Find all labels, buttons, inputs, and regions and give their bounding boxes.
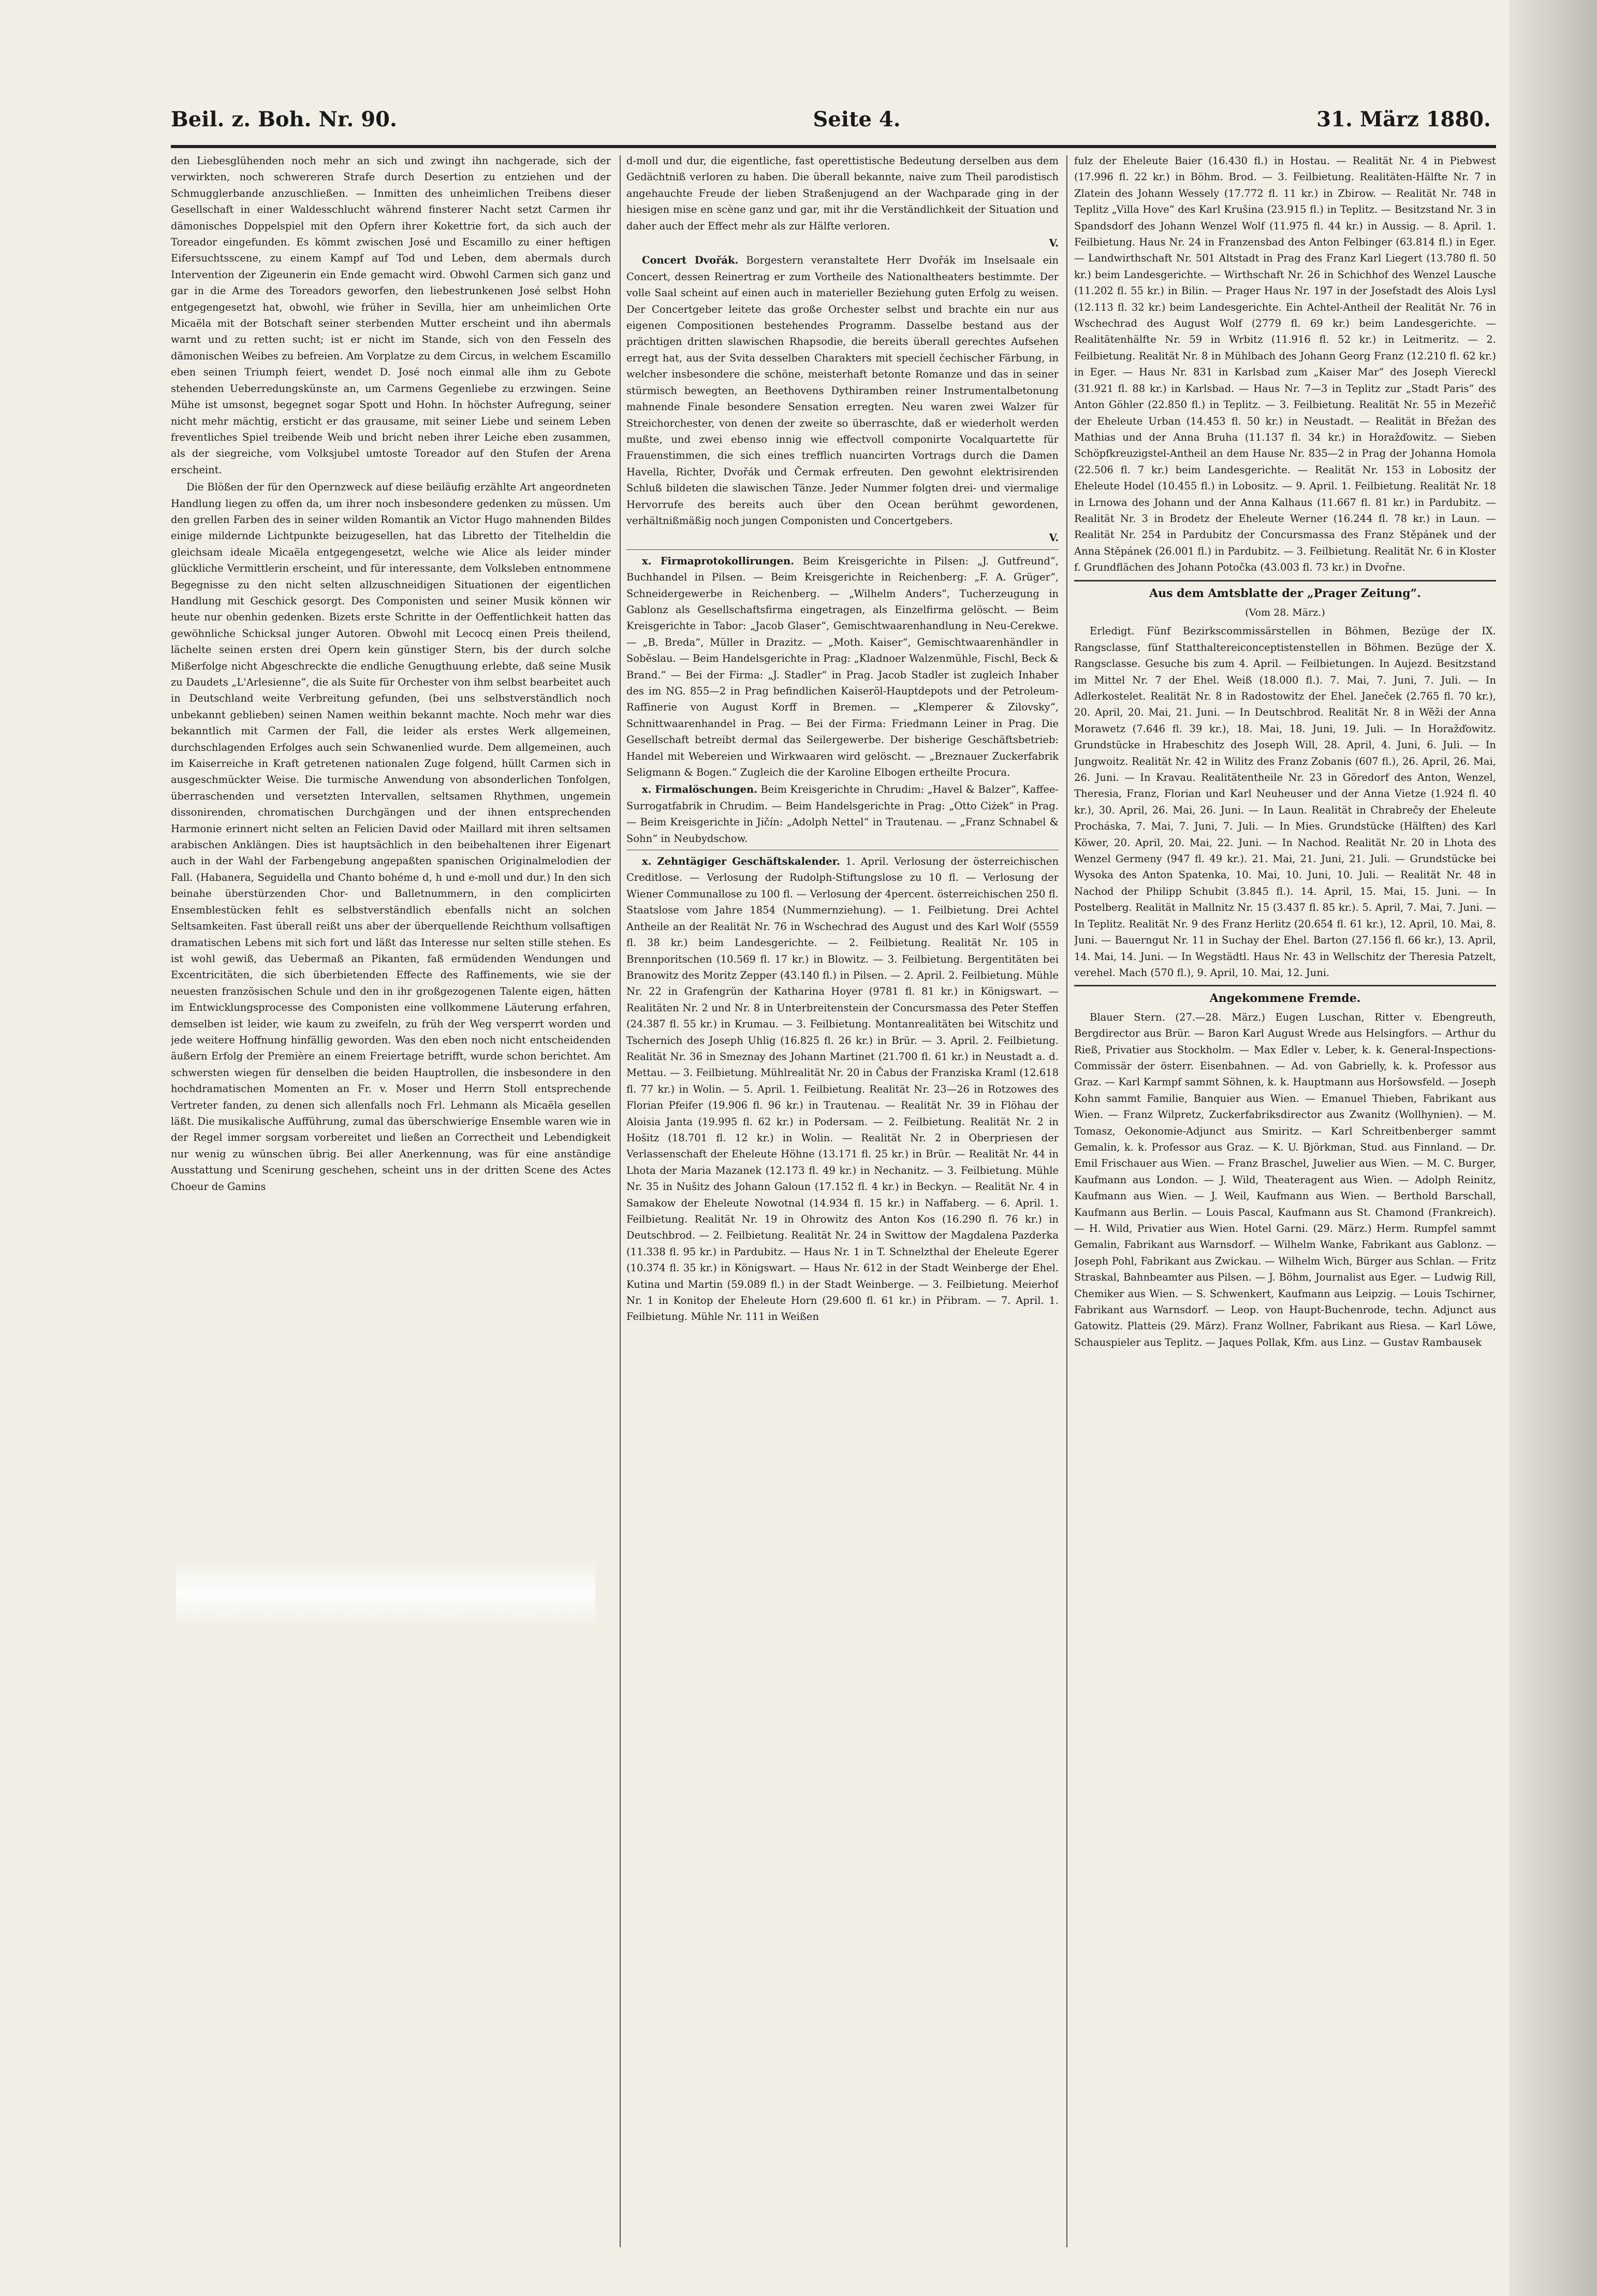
- divider: [626, 549, 1059, 550]
- column-1: [171, 153, 611, 2250]
- article-concert: [626, 252, 1059, 529]
- article-text: Blauer Stern. (27.—28. März.) Eugen Luschan, Ritter v. Ebengreuth, Bergdirector aus Brür. — Baron Karl August Wrede aus Helsingfors. — Arthur du Rieß, Privatier aus Stockholm. — Max Edler v. Leber, k. k. General-Inspections-Commissär der österr. Eisenbahnen. — Ad. von Gabrielly, k. k. Professor aus Graz. — Karl Karmpf sammt Söhnen, k. k. Hauptmann aus Horšowsfeld. — Joseph Kohn sammt Familie, Banquier aus Wien. — Emanuel Thieben, Fabrikant aus Wien. — Franz Wilpretz, Zuckerfabriksdirector aus Zwanitz (Wollhynien). — M. Tomasz, Oekonomie-Adjunct aus Smiritz. — Karl Schreitbenberger sammt Gemalin, k. k. Professor aus Graz. — K. U. Björkman, Stud. aus Finnland. — Dr. Emil Frischauer aus Wien. — Franz Braschel, Juwelier aus Wien. — M. C. Burger, Kaufmann aus London. — J. Wild, Theateragent aus Wien. — Adolph Reinitz, Kaufmann aus Wien. — J. Weil, Kaufmann aus Wien. — Berthold Barschall, Kaufmann aus Berlin. — Louis Pascal, Kaufmann aus St. Chamond (Frankreich). — H. Wild, Privatier aus Wien. Hotel Garni. (29. März.) Herm. Rumpfel sammt Gemalin, Fabrikant aus Warnsdorf. — Wilhelm Wanke, Fabrikant aus Gablonz. — Joseph Pohl, Fabrikant aus Zwickau. — Wilhelm Wich, Bürger aus Schlan. — Fritz Straskal, Bahnbeamter aus Pilsen. — J. Böhm, Journalist aus Eger. — Ludwig Rill, Chemiker aus Wien. — S. Schwenkert, Kaufmann aus Leipzig. — Louis Tschirner, Fabrikant aus Warnsdorf. — Leop. von Haupt-Buchenrode, techn. Adjunct aus Gatowitz. Platteis (29. März). Franz Wollner, Fabrikant aus Riesa. — Karl Löwe, Schauspieler aus Teplitz. — Jaques Pollak, Kfm. aus Linz. — Gustav Rambausek: [1074, 1011, 1496, 1348]
- header-date: 31. März 1880.: [1316, 107, 1491, 132]
- header-rule: [171, 145, 1496, 148]
- article-text: Erledigt. Fünf Bezirkscommissärstellen in Böhmen, Bezüge der IX. Rangsclasse, fünf Statthaltereiconceptistenstellen in Böhmen. Bezüge der X. Rangsclasse. Gesuche bis zum 4. April. — Feilbietungen. In Aujezd. Besitzstand im Mittel Nr. 7 der Ehel. Weiß (18.000 fl.). 7. Mai, 7. Juni, 7. Juli. — In Adlerkostelet. Realität Nr. 8 in Radostowitz der Ehel. Janeček (2.765 fl. 70 kr.), 20. April, 20. Mai, 21. Juni. — In Deutschbrod. Realität Nr. 8 in Wěži der Anna Morawetz (7.646 fl. 39 kr.), 18. Mai, 18. Juni, 19. Juli. — In Horažďowitz. Grundstücke in Hrabeschitz des Joseph Will, 28. April, 4. Juni, 6. Juli. — In Jungwoitz. Realität Nr. 42 in Wilitz des Franz Zobanis (607 fl.), 26. April, 26. Mai, 26. Juni. — In Kravau. Realitätentheile Nr. 23 in Göredorf des Anton, Wenzel, Theresia, Franz, Florian und Karl Neuheuser und der Anna Vietze (1.924 fl. 40 kr.), 30. April, 26. Mai, 26. Juni. — In Laun. Realität in Chrabrečy der Eheleute Procháska, 7. Mai, 7. Juni, 7. Juli. — In Mies. Grundstücke (Hälften) des Karl Köwer, 20. April, 20. Mai, 22. Juni. — In Nachod. Realität Nr. 20 in Lhota des Wenzel Germeny (947 fl. 49 kr.). 21. Mai, 21. Juni, 21. Juli. — Grundstücke bei Wysoka des Anton Spatenka, 10. Mai, 10. Juni, 10. Juli. — Realität Nr. 48 in Nachod der Philipp Schubit (3.845 fl.). 14. April, 15. Mai, 15. Juni. — In Postelberg. Realität in Mallnitz Nr. 15 (3.437 fl. 85 kr.). 5. April, 7. Mai, 7. Juni. — In Teplitz. Realität Nr. 9 des Franz Herlitz (20.654 fl. 61 kr.), 12. April, 10. Mai, 8. Juni. — Bauerngut Nr. 11 in Suchay der Ehel. Barton (27.156 fl. 66 kr.), 13. April, 14. Mai, 14. Juni. — In Wegstädtl. Haus Nr. 43 in Wellschitz der Theresia Patzelt, verehel. Mach (570 fl.), 9. April, 10. Mai, 12. Juni.: [1074, 625, 1496, 979]
- header-page-number: Seite 4.: [813, 107, 901, 132]
- page-header: [171, 98, 1491, 140]
- author-signature: V.: [1049, 237, 1059, 250]
- page-edge: [1509, 0, 1597, 2296]
- article-text: Beim Kreisgerichte in Chrudim: „Havel & Balzer“, Kaffee-Surrogatfabrik in Chrudim. — Beim Handelsgerichte in Prag: „Otto Ciżek“ in Prag. — Beim Kreisgerichte in Jičín: „Adolph Nettel“ in Trautenau. — „Franz Schnabel & Sohn“ in Neubydschow.: [626, 783, 1059, 845]
- paragraph: fulz der Eheleute Baier (16.430 fl.) in Hostau. — Realität Nr. 4 in Piebwest (17.996 fl. 22 kr.) in Böhm. Brod. — 3. Feilbietung. Realitäten-Hälfte Nr. 7 in Zlatein des Johann Wessely (17.772 fl. 11 kr.) in Zbirow. — Realität Nr. 748 in Teplitz „Villa Hove“ des Karl Krušina (23.915 fl.) in Teplitz. — Besitzstand Nr. 3 in Spandsdorf des Johann Wenzel Wolf (11.975 fl. 44 kr.) in Aussig. — 8. April. 1. Feilbietung. Haus Nr. 24 in Franzensbad des Anton Felbinger (63.814 fl.) in Eger. — Landwirthschaft Nr. 501 Altstadt in Prag des Franz Karl Liegert (13.780 fl. 50 kr.) beim Landesgerichte. — Wirthschaft Nr. 26 in Schichhof des Wenzel Lausche (11.202 fl. 55 kr.) in Bilin. — Prager Haus Nr. 197 in der Josefstadt des Alois Lysl (12.113 fl. 32 kr.) beim Landesgerichte. Ein Achtel-Antheil der Realität Nr. 76 in Wschechrad des August Wolf (2779 fl. 69 kr.) beim Landesgerichte. — Realitätenhälfte Nr. 59 in Wrbitz (11.916 fl. 52 kr.) in Leitmeritz. — 2. Feilbietung. Realität Nr. 8 in Mühlbach des Johann Georg Franz (12.210 fl. 62 kr.) in Eger. — Haus Nr. 831 in Karlsbad zum „Kaiser Mar“ des Joseph Viereckl (31.921 fl. 88 kr.) in Karlsbad. — Haus Nr. 7—3 in Teplitz zur „Stadt Paris“ des Anton Göhler (22.850 fl.) in Teplitz. — 3. Feilbietung. Realität Nr. 55 in Mezeřič der Eheleute Urban (14.453 fl. 50 kr.) in Neustadt. — Realität in Břežan des Mathias und der Anna Bruha (11.137 fl. 34 kr.) in Horažďowitz. — Sieben Schöpfkreuzigstel-Antheil an dem Hause Nr. 835—2 in Prag der Johanna Homola (22.506 fl. 7 kr.) beim Landesgerichte. — Realität Nr. 153 in Lobositz der Eheleute Hodel (10.455 fl.) in Lobositz. — 9. April. 1. Feilbietung. Realität Nr. 18 in Lrnowa des Johann und der Anna Kalhaus (11.667 fl. 81 kr.) in Pardubitz. — Realität Nr. 3 in Brodetz der Eheleute Werner (16.244 fl. 78 kr.) in Laun. — Realität Nr. 254 in Pardubitz der Concursmassa des Franz Stěpánek und der Anna Stěpánek (26.001 fl.) in Pardubitz. — 3. Feilbietung. Realität Nr. 6 in Kloster f. Grundflächen des Johann Potočka (43.003 fl. 73 kr.) in Dvořne.: [1074, 155, 1496, 574]
- column-3: [1074, 153, 1496, 2250]
- paragraph: den Liebesglühenden noch mehr an sich und zwingt ihn nachgerade, sich der verwirkten, noch schwereren Strafe durch Desertion zu entziehen und der Schmugglerbande anzuschließen. — Inmitten des unheimlichen Treibens dieser Gesellschaft in einer Waldesschlucht während finsterer Nacht setzt Carmen ihr dämonisches Doppelspiel mit den Opfern ihrer Kokettrie fort, da sich auch der Toreador eingefunden. Es kömmt zwischen José und Escamillo zu einer heftigen Eifersuchtsscene, zu einem Kampf auf Tod und Leben, dem abermals durch Intervention der Zigeunerin ein Ende gemacht wird. Obwohl Carmen sich ganz und gar in die Arme des Toreadors geworfen, den liebestrunkenen José selbst Hohn entgegengesetzt hat, obwohl, wie früher in Sevilla, hier am unheimlichen Orte Micaëla mit der Botschaft seiner sterbenden Mutter erscheint und ihn abermals warnt und zu retten sucht; ist er nicht im Stande, sich von den Fesseln des dämonischen Weibes zu befreien. Am Vorplatze zu dem Circus, in welchem Escamillo eben seinen Triumph feiert, wendet D. José noch einmal alle ihm zu Gebote stehenden Ueberredungskünste an, um Carmens Gegenliebe zu erzwingen. Seine Mühe ist umsonst, begegnet sogar Spott und Hohn. In höchster Aufregung, seiner nicht mehr mächtig, ersticht er das grausame, mit seiner Liebe und seinem Leben freventliches Spiel treibende Weib und bricht neben ihrer Leiche eben zusammen, als der siegreiche, vom Volksjubel umtoste Toreador auf den Stufen der Arena erscheint.: [171, 155, 611, 476]
- article-firmaloeschungen: [626, 781, 1059, 847]
- article-text: 1. April. Verlosung der österreichischen Creditlose. — Verlosung der Rudolph-Stiftungslose zu 10 fl. — Verlosung der Wiener Communallose zu 100 fl. — Verlosung der 4percent. österreichischen 250 fl. Staatslose vom Jahre 1854 (Nummernziehung). — 1. Feilbietung. Drei Achtel Antheile an der Realität Nr. 76 in Wschechrad des August und des Karl Wolf (5559 fl. 38 kr.) beim Landesgerichte. — 2. Feilbietung. Realität Nr. 105 in Brennporitschen (10.569 fl. 17 kr.) in Blowitz. — 3. Feilbietung. Bergentitäten bei Branowitz des Moritz Zepper (43.140 fl.) in Pilsen. — 2. April. 2. Feilbietung. Mühle Nr. 22 in Grafengrün der Katharina Hoyer (9781 fl. 81 kr.) in Königswart. — Realitäten Nr. 2 und Nr. 8 in Unterbreitenstein der Concursmassa des Peter Steffen (24.387 fl. 55 kr.) in Krumau. — 3. Feilbietung. Montanrealitäten bei Witschitz und Tschernich des Joseph Uhlig (16.825 fl. 26 kr.) in Brür. — 3. April. 2. Feilbietung. Realität Nr. 36 in Smeznay des Johann Martinet (21.700 fl. 61 kr.) in Neustadt a. d. Mettau. — 3. Feilbietung. Mühlrealität Nr. 20 in Čabus der Franziska Kraml (12.618 fl. 77 kr.) in Wolin. — 5. April. 1. Feilbietung. Realität Nr. 23—26 in Rotzowes des Florian Pfeifer (19.906 fl. 96 kr.) in Trautenau. — Realität Nr. 39 in Flöhau der Aloisia Janta (19.995 fl. 62 kr.) in Podersam. — 2. Feilbietung. Realität Nr. 2 in Hošitz (18.701 fl. 12 kr.) in Wolin. — Realität Nr. 2 in Oberpriesen der Verlassenschaft der Eheleute Höhne (13.171 fl. 25 kr.) in Brür. — Realität Nr. 44 in Lhota der Maria Mazanek (12.173 fl. 49 kr.) in Nechanitz. — 3. Feilbietung. Mühle Nr. 35 in Nušitz des Johann Galoun (17.152 fl. 4 kr.) in Beckyn. — Realität Nr. 4 in Samakow der Eheleute Nowotnal (14.934 fl. 15 kr.) in Naffaberg. — 6. April. 1. Feilbietung. Realität Nr. 19 in Ohrowitz des Anton Kos (16.290 fl. 76 kr.) in Deutschbrod. — 2. Feilbietung. Realität Nr. 24 in Swittow der Magdalena Pazderka (11.338 fl. 95 kr.) in Pardubitz. — Haus Nr. 1 in T. Schnelzthal der Eheleute Egerer (10.374 fl. 35 kr.) in Königswart. — Haus Nr. 612 in der Stadt Weinberge der Ehel. Kutina und Martin (59.089 fl.) in der Stadt Weinberge. — 3. Feilbietung. Meierhof Nr. 1 in Konitop der Eheleute Horn (29.600 fl. 61 kr.) in Přibram. — 7. April. 1. Feilbietung. Mühle Nr. 111 in Weißen: [626, 855, 1059, 1323]
- article-title: x. Firmaprotokollirungen.: [642, 555, 794, 567]
- author-signature: V.: [1049, 532, 1059, 544]
- column-divider: [620, 155, 621, 2247]
- column-2: [626, 153, 1059, 2250]
- article-text: Borgestern veranstaltete Herr Dvořák im Inselsaale ein Concert, dessen Reinertrag er zum Vortheile des Nationaltheaters bestimmte. Der volle Saal scheint auf einen auch in materieller Beziehung guten Erfolg zu weisen. Der Concertgeber leitete das große Orchester selbst und brachte ein nur aus eigenen Compositionen bestehendes Programm. Dasselbe bestand aus der prächtigen dritten slawischen Rhapsodie, die bereits überall gerechtes Aufsehen erregt hat, aus der Svita desselben Charakters mit speciell čechischer Färbung, in welcher insbesondere die schöne, meisterhaft betonte Romanze und das in seiner stürmisch bewegten, an Beethovens Dythiramben reiner Instrumentalbetonung mahnende Finale besondere Sensation erregten. Neu waren zwei Walzer für Streichorchester, von denen der zweite so überraschte, daß er wiederholt werden mußte, und zwei ebenso innig wie effectvoll componirte Vocalquartette für Frauenstimmen, die sich eines trefflich nuancirten Vortrags durch die Damen Havella, Richter, Dvořák und Čermak erfreuten. Den gewohnt elektrisirenden Schluß bildeten die slawischen Tänze. Jeder Nummer folgten drei- und viermalige Hervorrufe des bereits auch über den Ocean berühmt gewordenen, verhältnißmäßig noch jungen Componisten und Concertgebers.: [626, 254, 1059, 527]
- article-title: x. Firmalöschungen.: [642, 783, 758, 796]
- section-date: (Vom 28. März.): [1245, 606, 1325, 618]
- article-geschaeftskalender: [626, 853, 1059, 1325]
- article-firmaprotokollirungen: [626, 553, 1059, 781]
- paragraph: Die Blößen der für den Opernzweck auf diese beiläufig erzählte Art angeordneten Handlung liegen zu offen da, um ihrer noch insbesondere gedenken zu müssen. Um den grellen Farben des in seiner wilden Romantik an Victor Hugo mahnenden Bildes einige mildernde Lichtpunkte beizugesellen, hat das Libretto der Titelheldin die gleichsam ideale Micaëla entgegengesetzt, welche wie Alice als leider minder glückliche Vermittlerin erscheint, und für interessante, dem Volksleben entnommene Begegnisse zu den nicht selten allzuschneidigen Situationen der eigentlichen Handlung mit Geschick gesorgt. Des Componisten und seiner Musik können wir heute nur obenhin gedenken. Bizets erste Schritte in der Oeffentlichkeit hatten das gewöhnliche Schicksal junger Autoren. Obwohl mit Lecocq einen Preis theilend, lächelte seinen ersten drei Opern kein günstiger Stern, bis der durch solche Mißerfolge nicht Abgeschreckte die endliche Genugthuung erlebte, daß seine Musik zu Daudets „L'Arlesienne“, die als Suite für Orchester von ihm selbst bearbeitet auch in Deutschland weite Verbreitung gefunden, (bei uns selbstverständlich noch unbekannt geblieben) seinen Namen weithin bekannt machte. Noch mehr war dies bekanntlich mit Carmen der Fall, die leider als erstes Werk allgemeinen, durchschlagenden Erfolges auch sein Schwanenlied wurde. Dem allgemeinen, auch im Kaiserreiche in Kraft getretenen nationalen Zuge folgend, hüllt Carmen sich in ausgeschmückter Weise. Die turmische Anwendung von absonderlichen Tonfolgen, überraschenden und versetzten Intervallen, seltsamen Rhythmen, ungemein dissonirenden, chromatischen Durchgängen und der ihnen entsprechenden Harmonie erinnert nicht selten an Felicien David oder Maillard mit ihren seltsamen arabischen Anklängen. Dies ist hauptsächlich in den beibehaltenen ihrer Eigenart auch in der Wahl der Farbengebung angepaßten spanischen Originalmelodien der Fall. (Habanera, Seguidella und Chanto bohéme d, h und e-moll und dur.) In den sich beinahe überstürzenden Chor- und Balletnummern, in den complicirten Ensemblestücken fehlt es selbstverständlich ebenfalls nicht an solchen Seltsamkeiten. Fast überall reißt uns aber der überquellende Reichthum vollsaftigen dramatischen Lebens mit sich fort und läßt das Interesse nur selten stille stehen. Es ist wohl gewiß, das Uebermaß an Pikanten, faß ermüdenden Wendungen und Excentricitäten, die sich überbietenden Effecte des Raffinements, wie sie der neuesten französischen Schule und den in ihr großgezogenen Talente eigen, hätten im Entwicklungsprocesse des Componisten eine vollkommene Läuterung erfahren, demselben ist leider, wie kaum zu zweifeln, zu früh der Weg versperrt worden und jede weitere Hoffnung hinfällig geworden. Was den eben noch nicht entscheidenden äußern Erfolg der Première an einem Freiertage betrifft, wurde schon berichtet. Am schwersten wiegen für denselben die beiden Hauptrollen, die insbesondere in den hochdramatischen Momenten an Fr. v. Moser und Herrn Stoll entsprechende Vertreter fanden, zu denen sich allenfalls noch Frl. Lehmann als Micaëla gesellen läßt. Die musikalische Aufführung, zumal das überschwierige Ensemble waren wie in der Regel immer sorgsam vorbereitet und ließen an Correctheit und Lebendigkeit nur wenig zu wünschen übrig. Bei aller Anerkennung, was für eine anständige Ausstattung und Scenirung geschehen, scheint uns in der dritten Scene des Actes Choeur de Gamins: [171, 481, 611, 1193]
- divider: [1074, 580, 1496, 582]
- article-title: x. Zehntägiger Geschäftskalender.: [642, 855, 840, 868]
- damaged-area: [176, 1559, 595, 1629]
- divider: [1074, 985, 1496, 986]
- section-title-fremde: Angekommene Fremde.: [1209, 992, 1361, 1006]
- header-issue: Beil. z. Boh. Nr. 90.: [171, 107, 397, 132]
- paragraph: d-moll und dur, die eigentliche, fast operettistische Bedeutung derselben aus dem Gedächtniß verloren zu haben. Die überall bekannte, naive zum Theil parodistisch angehauchte Freude der lieben Straßenjugend an der Wachparade ging in der hiesigen mise en scène ganz und gar, mit ihr die Verständlichkeit der Situation und daher auch der Effect mehr als zur Hälfte verloren.: [626, 155, 1059, 232]
- column-divider: [1066, 155, 1067, 2247]
- section-title-amtsblatt: Aus dem Amtsblatte der „Prager Zeitung“.: [1149, 586, 1421, 600]
- article-title: Concert Dvořák.: [642, 254, 739, 267]
- article-text: Beim Kreisgerichte in Pilsen: „J. Gutfreund“, Buchhandel in Pilsen. — Beim Kreisgerichte in Reichenberg: „F. A. Grüger“, Schneidergewerbe in Reichenberg. — „Wilhelm Anders“, Tucherzeugung in Gablonz als Gesellschaftsfirma eingetragen, als Einzelfirma gelöscht. — Beim Kreisgerichte in Tabor: „Jacob Glaser“, Gemischtwaarenhandlung in Neu-Cerekwe. — „B. Breda“, Müller in Drazitz. — „Moth. Kaiser“, Gemischtwaarenhändler in Soběslau. — Beim Handelsgerichte in Prag: „Kladnoer Walzenmühle, Fischl, Beck & Brand.“ — Bei der Firma: „J. Stadler“ in Prag. Jacob Stadler ist zugleich Inhaber des im NG. 855—2 in Prag befindlichen Kaiseröl-Hauptdepots und der Petroleum-Raffinerie von August Korff in Bremen. — „Klemperer & Zilovsky“, Schnittwaarenhandel in Prag. — Bei der Firma: Friedmann Leiner in Prag. Die Gesellschaft betreibt dermal das Seilergewerbe. Der bisherige Geschäftsbetrieb: Handel mit Webereien und Wirkwaaren wird gelöscht. — „Breznauer Zuckerfabrik Seligmann & Bogen.“ Zugleich die der Karoline Elbogen ertheilte Procura.: [626, 555, 1059, 779]
